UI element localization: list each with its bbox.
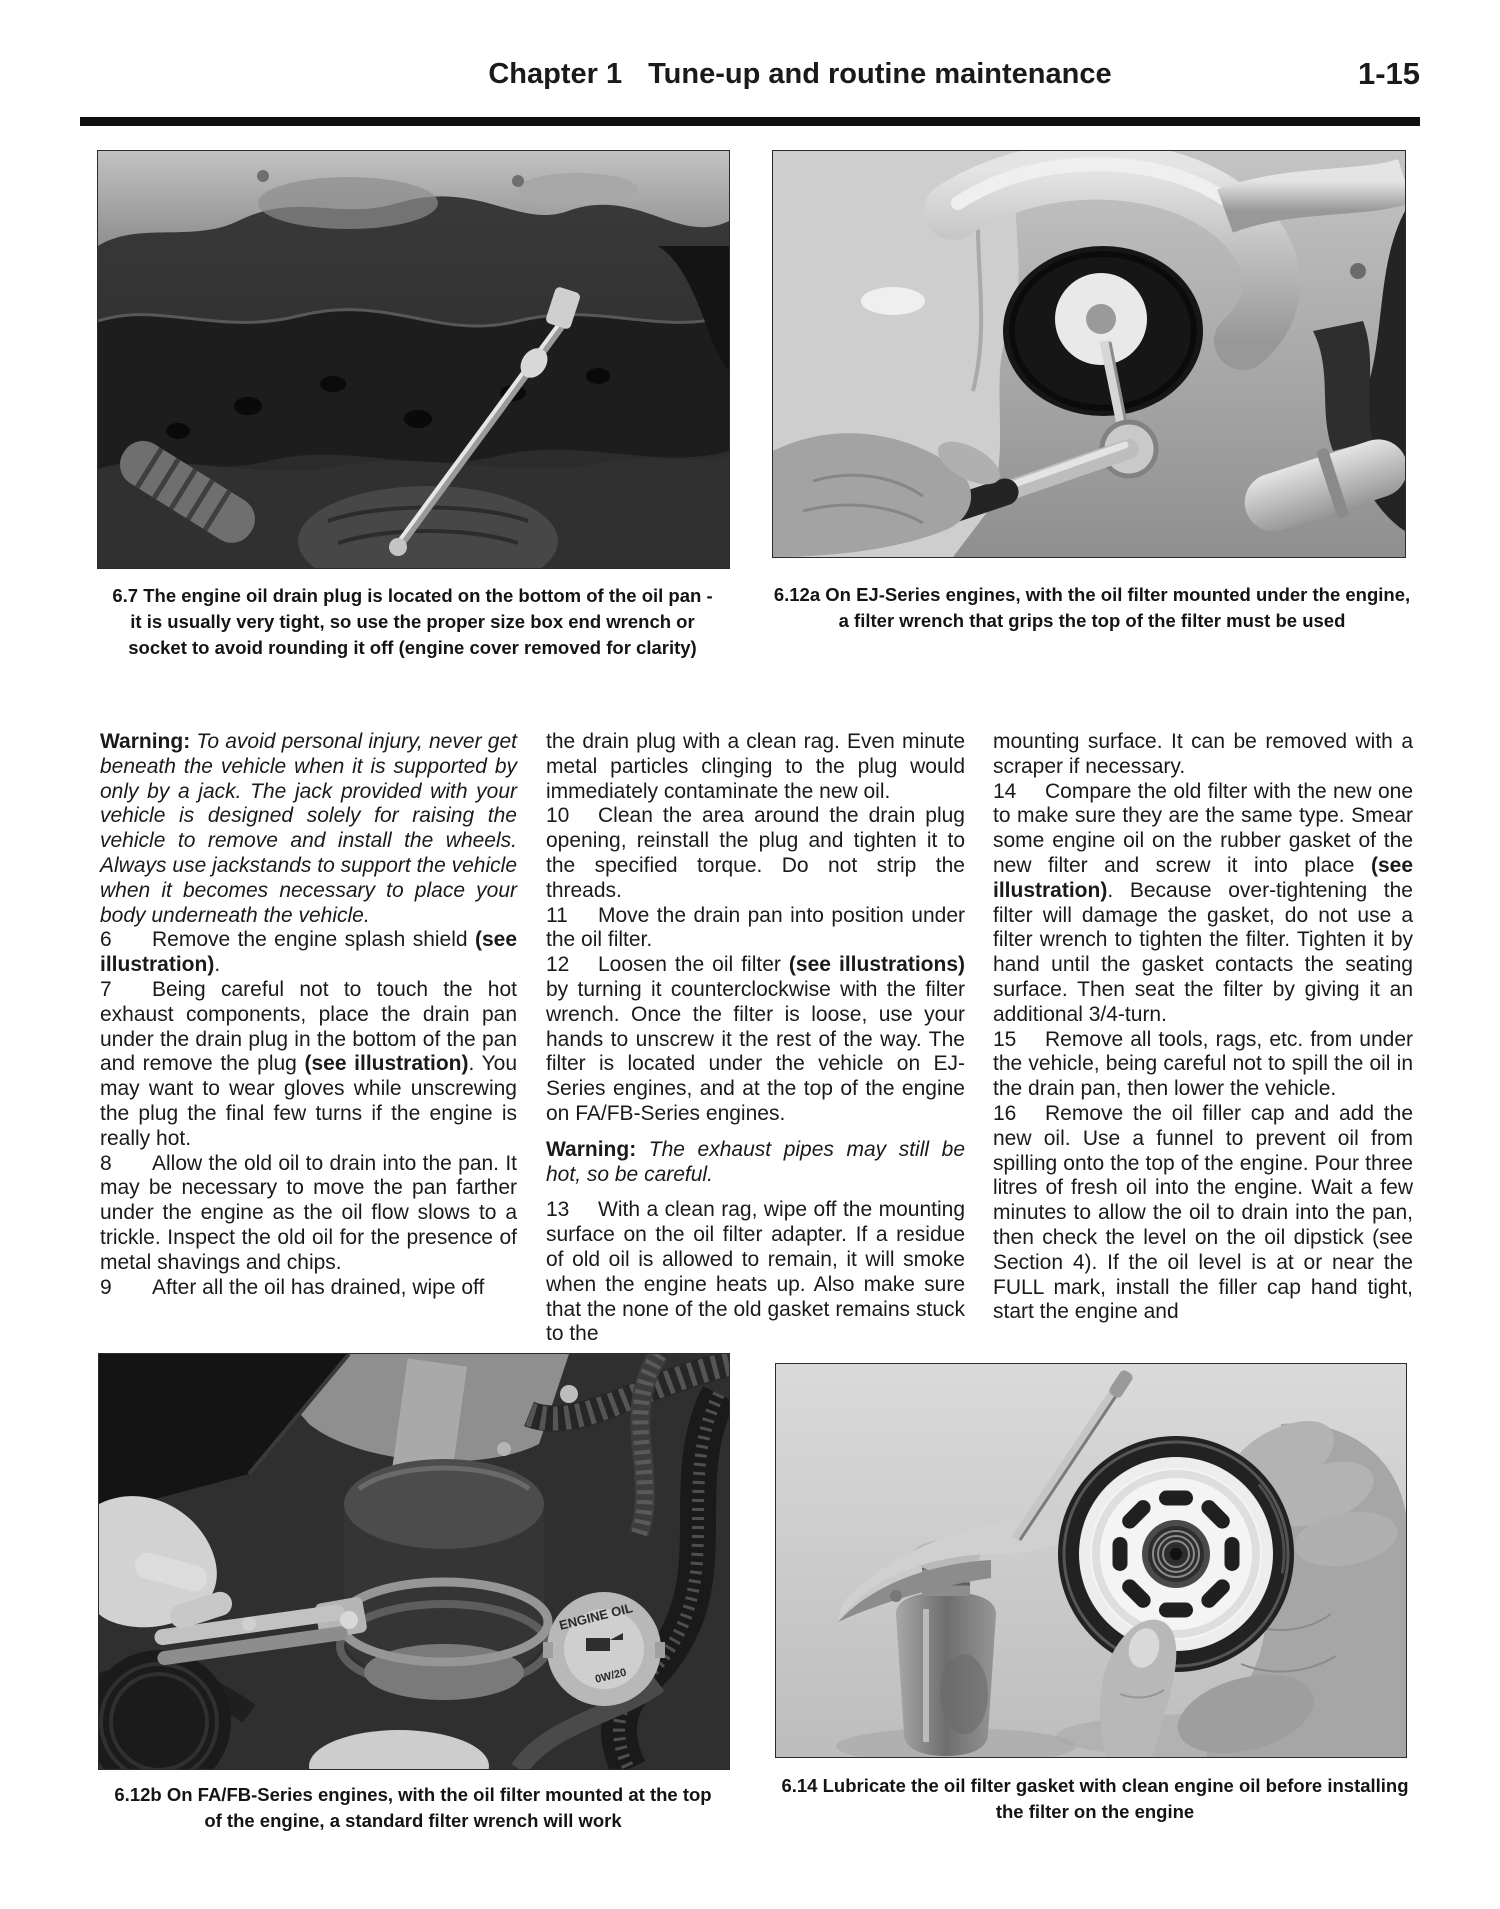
step-number: 13	[546, 1198, 570, 1222]
text-column-3	[993, 730, 1413, 1325]
text-column-2	[546, 730, 965, 1347]
body-paragraph: 12 Loosen the oil filter (see illustrations) by turning it counterclockwise with the filter wrench. Once the filter is loose, use your hands to unscrew it the rest of the way. The filter is located under the vehicle on EJ-Series engines, and at the top of the engine on FA/FB-Series engines.	[546, 953, 965, 1125]
figure-6-12b-caption: 6.12b On FA/FB-Series engines, with the oil filter mounted at the top of the engine, a standard filter wrench will work	[114, 1784, 712, 1831]
figure-6-12a-caption: 6.12a On EJ-Series engines, with the oil filter mounted under the engine, a filter wrench that grips the top of the filter must be used	[773, 584, 1411, 631]
figure-6-12a	[772, 150, 1411, 634]
figure-6-7	[97, 150, 728, 661]
body-paragraph: 6 Remove the engine splash shield (see illustration).	[100, 928, 517, 977]
chapter-label: Chapter 1	[488, 58, 623, 90]
figure-6-12b-photo	[98, 1353, 730, 1770]
body-paragraph: 13 With a clean rag, wipe off the mounting surface on the oil filter adapter. If a residue of old oil is allowed to remain, it will smoke when the engine heats up. Also make sure that the none of the old gasket remains stuck to the	[546, 1198, 965, 1346]
step-number: 16	[993, 1101, 1017, 1125]
figure-6-14-caption: 6.14 Lubricate the oil filter gasket with clean engine oil before installing the filter on the engine	[781, 1775, 1409, 1822]
body-paragraph: 15 Remove all tools, rags, etc. from under the vehicle, being careful not to spill the oil in the drain pan, then lower the vehicle.	[993, 1027, 1413, 1101]
svg-text:0W/20: 0W/20	[593, 1666, 628, 1686]
step-number: 6	[100, 928, 112, 952]
step-number: 8	[100, 1151, 112, 1175]
page-title	[280, 58, 1320, 91]
step-number: 14	[993, 779, 1017, 803]
body-paragraph: 9 After all the oil has drained, wipe off	[100, 1275, 485, 1299]
step-number: 9	[100, 1275, 112, 1299]
figure-6-7-caption: 6.7 The engine oil drain plug is located on the bottom of the oil pan - it is usually very tight, so use the proper size box end wrench or socket to avoid rounding it off (engine cover removed for clarity)	[112, 585, 713, 658]
step-number: 10	[546, 804, 570, 828]
figure-6-12a-photo	[772, 150, 1406, 558]
figure-6-14	[775, 1363, 1409, 1825]
page-number: 1-15	[1357, 56, 1420, 91]
body-paragraph: 7 Being careful not to touch the hot exhaust components, place the drain pan under the drain plug in the bottom of the pan and remove the plug (see illustration). You may want to wear gloves while unscrewing the plug the final few turns if the engine is really hot.	[100, 977, 518, 1150]
warning-paragraph: Warning: To avoid personal injury, never get beneath the vehicle when it is supported by only by a jack. The jack provided with your vehicle is designed solely for raising the vehicle to remove and install the wheels. Always use jackstands to support the vehicle when it becomes necessary to place your body underneath the vehicle.	[100, 730, 517, 927]
body-paragraph: 10 Clean the area around the drain plug opening, reinstall the plug and tighten it to the specified torque. Do not strip the threads.	[546, 804, 965, 902]
figure-6-14-photo	[775, 1363, 1407, 1758]
figure-6-12b	[98, 1353, 728, 1834]
body-paragraph: 8 Allow the old oil to drain into the pan. It may be necessary to move the pan farther under the engine as the oil flow slows to a trickle. Inspect the old oil for the presence of metal shavings and chips.	[100, 1151, 517, 1274]
body-paragraph: 16 Remove the oil filler cap and add the new oil. Use a funnel to prevent oil from spilling onto the top of the engine. Pour three litres of fresh oil into the engine. Wait a few minutes to allow the oil to drain into the pan, then check the level on the oil dipstick (see Section 4). If the oil level is at or near the FULL mark, install the filler cap hand tight, start the engine and	[993, 1101, 1413, 1324]
svg-text:ENGINE OIL: ENGINE OIL	[557, 1600, 635, 1633]
body-paragraph: mounting surface. It can be removed with a scraper if necessary.	[993, 730, 1413, 778]
header-rule	[80, 117, 1420, 126]
step-number: 7	[100, 977, 112, 1001]
body-paragraph: the drain plug with a clean rag. Even minute metal particles clinging to the plug would immediately contaminate the new oil.	[546, 730, 965, 803]
body-paragraph: 14 Compare the old filter with the new one to make sure they are the same type. Smear some engine oil on the rubber gasket of the new filter and screw it into place (see illustration). Because over-tightening the filter will damage the gasket, do not use a filter wrench to tighten the filter. Tighten it by hand until the gasket contacts the seating surface. Then seat the filter by giving it an additional 3/4-turn.	[993, 779, 1413, 1026]
text-column-1	[100, 730, 517, 1300]
warning-paragraph: Warning: The exhaust pipes may still be hot, so be careful.	[546, 1137, 965, 1186]
step-number: 12	[546, 953, 570, 977]
step-number: 11	[546, 903, 568, 927]
chapter-title: Tune-up and routine maintenance	[648, 58, 1112, 90]
body-paragraph: 11 Move the drain pan into position under the oil filter.	[546, 903, 965, 952]
step-number: 15	[993, 1027, 1017, 1051]
figure-6-7-photo	[97, 150, 730, 569]
